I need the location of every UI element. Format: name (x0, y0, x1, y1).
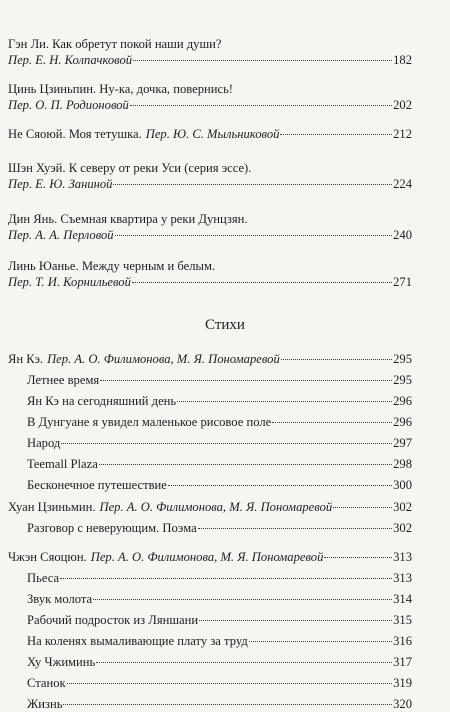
entry-title: Шэн Хуэй. К северу от реки Уси (серия эссе). (8, 161, 252, 175)
entry-page-number: 182 (393, 53, 412, 67)
poem-title: Ян Кэ на сегодняшний день (27, 394, 177, 408)
poem-page-number: 300 (393, 478, 412, 492)
poem-line (27, 393, 412, 409)
entry-translator: Пер. Т. И. Корнильевой (8, 275, 131, 289)
entry-title: Линь Юанье. Между черным и белым. (8, 259, 216, 273)
poem-line (27, 654, 412, 670)
entry-line (8, 52, 412, 68)
entry-title: Гэн Ли. Как обретут покой наши души? (8, 37, 222, 51)
poem-page-number: 319 (393, 676, 412, 690)
dot-leader (333, 507, 392, 508)
poem-title: Звук молота (27, 592, 93, 606)
poem-line (27, 675, 412, 691)
poem-title: Жизнь (27, 697, 63, 711)
poem-line (27, 570, 412, 586)
entry-page-number: 202 (393, 98, 412, 112)
poet-line (8, 351, 412, 367)
poem-line (27, 696, 412, 712)
dot-leader (99, 464, 392, 465)
poet-translator: Пер. А. О. Филимонова, М. Я. Пономаревой (47, 352, 280, 366)
dot-leader (324, 557, 392, 558)
dot-leader (100, 380, 392, 381)
entry-page-number: 212 (393, 127, 412, 141)
toc-poet-entry (8, 499, 412, 536)
poem-title: Teemall Plaza (27, 457, 98, 471)
poem-title: Разговор с неверующим. Поэма (27, 521, 197, 535)
dot-leader (61, 443, 392, 444)
dot-leader (133, 60, 392, 61)
poem-page-number: 315 (393, 613, 412, 627)
entry-page-number: 240 (393, 228, 412, 242)
toc-entry (8, 160, 412, 192)
entry-line (8, 227, 412, 243)
entry-line (8, 176, 412, 192)
poet-line (8, 549, 412, 565)
poem-title: Народ (27, 436, 61, 450)
dot-leader (113, 184, 392, 185)
poet-page-number: 295 (393, 352, 412, 366)
entry-title: Дин Янь. Съемная квартира у реки Дунцзян. (8, 212, 248, 226)
entry-line (8, 97, 412, 113)
toc-entry (8, 258, 412, 290)
poet-line (8, 499, 412, 515)
poem-title: Рабочий подросток из Ляншани (27, 613, 199, 627)
entry-title: Не Сяоюй. Моя тетушка. (8, 127, 142, 141)
toc-poet-entry (8, 549, 412, 712)
entry-page-number: 224 (393, 177, 412, 191)
toc-entry (8, 126, 412, 142)
poem-line (27, 520, 412, 536)
poem-line (27, 612, 412, 628)
poem-line (27, 435, 412, 451)
poet-page-number: 302 (393, 500, 412, 514)
entry-translator: Пер. Е. Ю. Заниной (8, 177, 113, 191)
poem-title: Летнее время (27, 373, 100, 387)
dot-leader (132, 282, 392, 283)
dot-leader (198, 528, 392, 529)
dot-leader (115, 235, 393, 236)
poem-line (27, 414, 412, 430)
poem-page-number: 314 (393, 592, 412, 606)
poem-title: Станок (27, 676, 66, 690)
toc-entry (8, 211, 412, 243)
dot-leader (177, 401, 392, 402)
dot-leader (60, 578, 392, 579)
poem-title: Ху Чжиминь (27, 655, 96, 669)
poem-page-number: 316 (393, 634, 412, 648)
dot-leader (280, 134, 392, 135)
poem-page-number: 313 (393, 571, 412, 585)
poet-name: Ян Кэ. (8, 352, 44, 366)
poem-title: Бесконечное путешествие (27, 478, 167, 492)
poem-line (27, 633, 412, 649)
toc-entry (8, 81, 412, 113)
entry-line (8, 274, 412, 290)
poem-title: Пьеса (27, 571, 60, 585)
poem-page-number: 317 (393, 655, 412, 669)
poem-title: В Дунгуане я увидел маленькое рисовое поле (27, 415, 272, 429)
entry-page-number: 271 (393, 275, 412, 289)
poet-page-number: 313 (393, 550, 412, 564)
poem-page-number: 296 (393, 394, 412, 408)
poem-page-number: 295 (393, 373, 412, 387)
dot-leader (67, 683, 392, 684)
poem-page-number: 302 (393, 521, 412, 535)
entry-title: Цинь Цзиньпин. Ну-ка, дочка, повернись! (8, 82, 234, 96)
poet-translator: Пер. А. О. Филимонова, М. Я. Пономаревой (90, 550, 324, 564)
entry-translator: Пер. Ю. С. Мыльниковой (145, 127, 280, 141)
poem-line (27, 372, 412, 388)
dot-leader (96, 662, 392, 663)
toc-entry (8, 36, 412, 68)
poem-page-number: 320 (393, 697, 412, 711)
dot-leader (199, 620, 392, 621)
dot-leader (130, 105, 392, 106)
poem-title: На коленях вымаливающие плату за труд (27, 634, 248, 648)
section-heading-poetry: Стихи (205, 317, 245, 333)
entry-translator: Пер. А. А. Перловой (8, 228, 114, 242)
poet-translator: Пер. А. О. Филимонова, М. Я. Пономаревой (99, 500, 333, 514)
entry-translator: Пер. Е. Н. Колпачковой (8, 53, 133, 67)
poet-name: Хуан Цзиньмин. (8, 500, 96, 514)
poem-line (27, 456, 412, 472)
toc-poet-entry (8, 351, 412, 493)
entry-line (8, 126, 412, 142)
dot-leader (281, 359, 392, 360)
dot-leader (272, 422, 392, 423)
poem-page-number: 296 (393, 415, 412, 429)
dot-leader (93, 599, 392, 600)
poem-line (27, 477, 412, 493)
dot-leader (63, 704, 392, 705)
poet-name: Чжэн Сяоцюн. (8, 550, 87, 564)
poem-line (27, 591, 412, 607)
dot-leader (168, 485, 392, 486)
poem-page-number: 297 (393, 436, 412, 450)
poem-page-number: 298 (393, 457, 412, 471)
entry-translator: Пер. О. П. Родионовой (8, 98, 129, 112)
dot-leader (249, 641, 392, 642)
